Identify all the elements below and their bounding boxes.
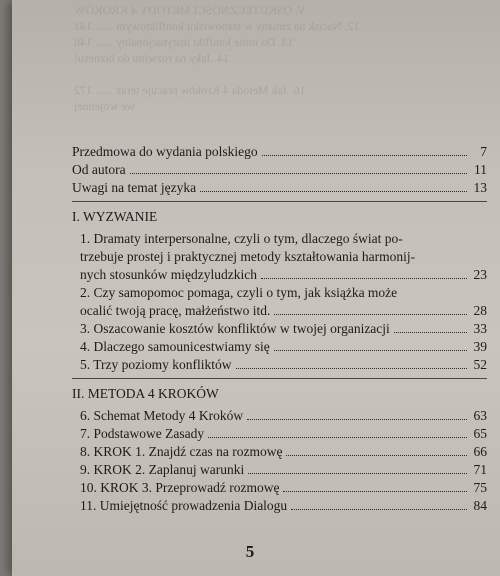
entry-last-line	[80, 266, 487, 284]
dot-leader	[248, 473, 467, 474]
entry-page: 75	[473, 480, 487, 495]
entry-title: 4. Dlaczego samounicestwiamy się	[80, 339, 270, 354]
toc-entry	[80, 479, 487, 497]
entry-title: 10. KROK 3. Przeprowadź rozmowę	[80, 480, 280, 495]
entry-last-line	[80, 443, 487, 461]
entry-line: 1. Dramaty interpersonalne, czyli o tym, dlaczego świat po-	[80, 231, 403, 246]
entry-page: 84	[473, 498, 487, 513]
bleed-through-text	[74, 2, 494, 122]
page-number: 5	[245, 542, 255, 561]
entry-page: 11	[474, 162, 487, 177]
dot-leader	[274, 350, 467, 351]
entry-page: 28	[473, 303, 487, 318]
entry-title: Od autora	[72, 162, 126, 177]
entry-page: 23	[473, 267, 487, 282]
entry-last-line	[80, 302, 487, 320]
section-rule	[72, 201, 487, 202]
dot-leader	[283, 491, 467, 492]
entry-title: 8. KROK 1. Znajdź czas na rozmowę	[80, 444, 283, 459]
ghost-line: V. OSKUTECZNOŚCI METODY 4 KROKÓW	[74, 3, 306, 17]
entry-title: Przedmowa do wydania polskiego	[72, 144, 258, 159]
entry-page: 66	[473, 444, 487, 459]
entry-title: 6. Schemat Metody 4 Kroków	[80, 408, 244, 423]
entry-page: 52	[473, 357, 487, 372]
section-heading: I. WYZWANIE	[72, 209, 158, 224]
entry-page: 39	[473, 339, 487, 354]
ghost-line: we wojennej	[74, 99, 135, 113]
entry-title: 11. Umiejętność prowadzenia Dialogu	[80, 498, 288, 513]
dot-leader	[274, 314, 467, 315]
entry-last-line	[80, 338, 487, 356]
entry-page: 71	[473, 462, 487, 477]
entry-title: ocalić twoją pracę, małżeństwo itd.	[80, 303, 271, 318]
dot-leader	[291, 509, 467, 510]
toc-entry	[80, 407, 487, 425]
dot-leader	[130, 173, 467, 174]
entry-page: 13	[473, 180, 487, 195]
section-rule	[72, 378, 487, 379]
entry-title: Uwagi na temat języka	[72, 180, 197, 195]
entry-last-line	[80, 461, 487, 479]
dot-leader	[236, 368, 467, 369]
dot-leader	[286, 455, 467, 456]
book-page	[12, 0, 500, 576]
entry-page: 33	[473, 321, 487, 336]
entry-title: 9. KROK 2. Zaplanuj warunki	[80, 462, 245, 477]
toc-entry	[80, 320, 487, 338]
table-of-contents	[72, 143, 487, 515]
ghost-line: 13. Do mnie konflikt instytucjonalny ...... 148	[74, 35, 294, 49]
entry-page: 7	[480, 144, 487, 159]
entry-title: 3. Oszacowanie kosztów konfliktów w twojej organizacji	[80, 321, 390, 336]
toc-entry	[80, 461, 487, 479]
ghost-line: 16. Jak Metoda 4 Kroków pracuje teraz ...... 172	[74, 83, 306, 97]
toc-entry	[72, 179, 487, 197]
entry-last-line	[80, 356, 487, 374]
toc-entry	[72, 161, 487, 179]
dot-leader	[261, 278, 467, 279]
section-heading: II. METODA 4 KROKÓW	[72, 386, 219, 401]
ghost-line: 14. Jaky na rozwinu do biznesu!	[74, 51, 230, 65]
entry-title: 7. Podstawowe Zasady	[80, 426, 205, 441]
toc-entry	[80, 497, 487, 515]
toc-entry	[80, 284, 487, 320]
entry-last-line	[80, 479, 487, 497]
entry-title: nych stosunków międzyludzkich	[80, 267, 257, 282]
entry-line: trzebuje prostej i praktycznej metody kształtowania harmonij-	[80, 249, 416, 264]
ghost-line: 12. Nacisk na zmiany w stanowisku konfliktowym ...... 141	[74, 19, 360, 33]
entry-page: 65	[473, 426, 487, 441]
toc-entry	[72, 143, 487, 161]
toc-entry	[80, 230, 487, 284]
entry-last-line	[80, 407, 487, 425]
entry-last-line	[80, 497, 487, 515]
entry-line: 2. Czy samopomoc pomaga, czyli o tym, jak książka może	[80, 285, 398, 300]
dot-leader	[200, 191, 467, 192]
ghost-line	[74, 66, 494, 82]
entry-page: 63	[473, 408, 487, 423]
entry-title: 5. Trzy poziomy konfliktów	[80, 357, 232, 372]
entry-last-line	[80, 320, 487, 338]
entry-last-line	[80, 425, 487, 443]
dot-leader	[208, 437, 467, 438]
dot-leader	[247, 419, 467, 420]
toc-entry	[80, 338, 487, 356]
toc-entry	[80, 443, 487, 461]
dot-leader	[262, 155, 467, 156]
toc-entry	[80, 425, 487, 443]
toc-entry	[80, 356, 487, 374]
dot-leader	[394, 332, 467, 333]
